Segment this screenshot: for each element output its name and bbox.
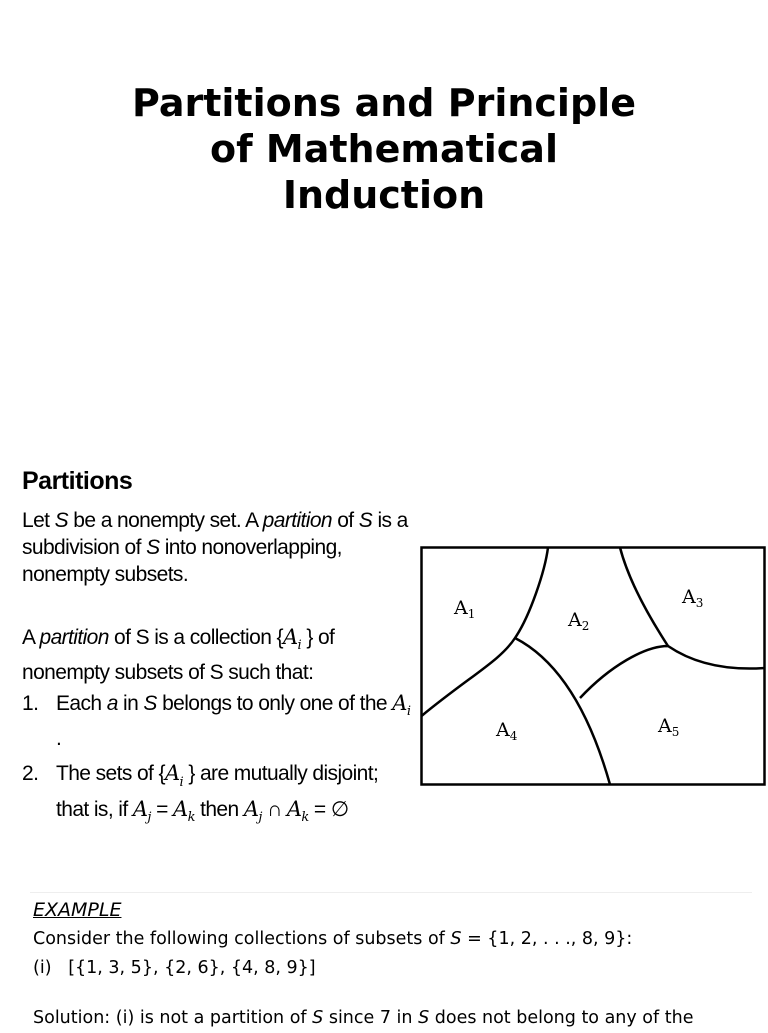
math-a: a: [106, 692, 118, 716]
math-sub: k: [187, 809, 195, 825]
text-run: of S is a collection {: [108, 626, 283, 649]
list-number: 2.: [22, 762, 39, 786]
math-s: S: [358, 509, 373, 532]
label-base: A: [568, 609, 582, 631]
partitions-heading: Partitions: [22, 467, 133, 495]
label-base: A: [682, 586, 696, 608]
math-sub: i: [297, 638, 302, 654]
label-base: A: [454, 597, 468, 619]
text-run: in: [117, 692, 144, 716]
label-base: A: [496, 719, 510, 741]
text-run: } are mutually disjoint; that is, if: [56, 762, 379, 821]
math-sub: i: [406, 704, 411, 720]
text-run: is a subdivision of: [22, 509, 408, 559]
math-s: S: [418, 1008, 430, 1028]
label-sub: 3: [695, 596, 704, 610]
region-label-a4: [495, 719, 518, 743]
label-sub: 2: [581, 619, 590, 633]
list-item: [22, 760, 412, 830]
math-s: S: [450, 929, 462, 949]
label-base: A: [658, 715, 672, 737]
text-run: .: [56, 727, 62, 751]
math-s: S: [54, 509, 69, 532]
term-partition: partition: [39, 626, 109, 649]
term-partition: partition: [262, 509, 332, 532]
text-run: Let: [22, 509, 55, 532]
math-a: A: [286, 796, 302, 821]
boundary-curve-3: [620, 548, 668, 647]
example-heading: EXAMPLE: [33, 899, 122, 921]
title-line-1: Partitions and Principle: [132, 81, 636, 125]
text-run: = {1, 2, . . ., 8, 9}:: [461, 929, 633, 949]
label-sub: 4: [509, 729, 518, 743]
text-run: } of nonempty subsets of S such that:: [22, 626, 335, 685]
label-sub: 1: [467, 607, 476, 621]
math-s: S: [312, 1008, 324, 1028]
math-sub: j: [147, 809, 151, 825]
math-a: A: [132, 796, 148, 821]
math-s: S: [146, 536, 160, 559]
region-label-a2: [567, 609, 589, 633]
label-sub: 5: [671, 725, 680, 739]
example-divider: [30, 892, 752, 893]
partition-collection-text: [22, 624, 412, 686]
text-run: then: [194, 797, 244, 821]
text-run: be a nonempty set. A: [68, 509, 263, 532]
example-solution: [33, 1004, 763, 1033]
math-s: S: [143, 692, 157, 716]
example-section: [33, 896, 763, 1033]
boundary-curve-4: [580, 646, 765, 698]
text-run: Consider the following collections of subsets of: [33, 929, 451, 949]
region-label-a3: [681, 586, 703, 610]
region-label-a1: [453, 597, 475, 621]
text-run: since 7 in: [323, 1008, 419, 1028]
boundary-curve-1: [422, 548, 549, 717]
text-run: Solution: (i) is not a partition of: [33, 1008, 313, 1028]
example-line-2: (i) [{1, 3, 5}, {2, 6}, {4, 8, 9}]: [33, 958, 316, 978]
title-line-2: of Mathematical: [210, 127, 558, 171]
text-run: The sets of {: [56, 762, 165, 786]
math-sub: k: [301, 809, 309, 825]
partition-diagram: [420, 546, 766, 788]
math-a: A: [282, 625, 298, 649]
math-a: A: [243, 796, 259, 821]
math-sub: i: [179, 774, 184, 790]
region-label-a5: [657, 715, 679, 739]
list-item: [22, 690, 412, 752]
text-run: =: [150, 797, 173, 821]
text-run: Each: [56, 692, 107, 716]
text-run: = ∅: [308, 797, 349, 821]
text-run: does not belong to any of the: [429, 1008, 694, 1028]
text-run: into nonoverlapping, nonempty subsets.: [22, 536, 342, 586]
text-run: ∩: [261, 797, 287, 821]
example-line-1: [33, 925, 763, 954]
math-sub: j: [258, 809, 262, 825]
math-a: A: [164, 761, 180, 786]
title-line-3: Induction: [282, 173, 486, 217]
boundary-curve-2: [515, 638, 610, 785]
partition-conditions-list: [22, 690, 412, 831]
partition-definition: [22, 507, 412, 588]
list-number: 1.: [22, 692, 39, 716]
text-run: A: [22, 626, 40, 649]
text-run: belongs to only one of the: [156, 692, 393, 716]
math-a: A: [173, 796, 188, 821]
math-a: A: [392, 691, 407, 716]
page-title: [0, 80, 768, 218]
text-run: of: [331, 509, 359, 532]
partitions-section: [22, 468, 412, 839]
